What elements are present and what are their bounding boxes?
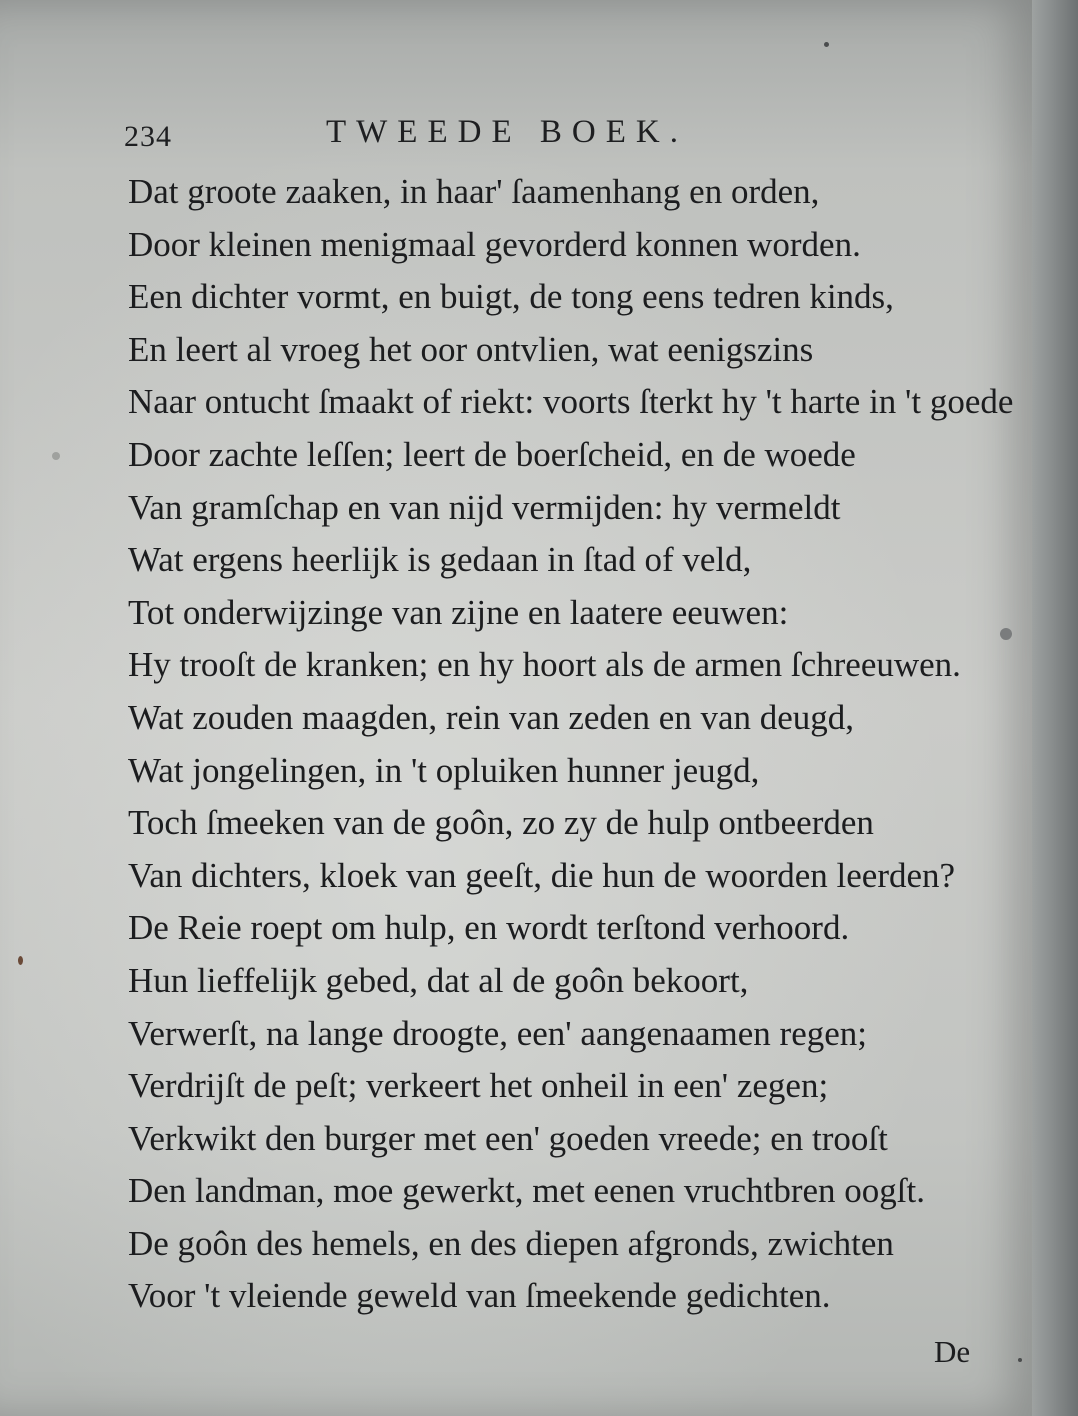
- verse-text: [128, 166, 1014, 1323]
- paper-speck: [824, 42, 829, 47]
- verse-line: Een dichter vormt, en buigt, de tong eens tedren kinds,: [128, 277, 894, 317]
- verse-line: Van dichters, kloek van geeſt, die hun de woorden leerden?: [128, 855, 956, 895]
- verse-line: Hun lieffelijk gebed, dat al de goôn bekoort,: [128, 960, 749, 1000]
- verse-line: Hy trooſt de kranken; en hy hoort als de armen ſchreeuwen.: [128, 645, 961, 685]
- verse-line: Verdrijſt de peſt; verkeert het onheil in een' zegen;: [128, 1066, 829, 1106]
- verse-line: Wat jongelingen, in 't opluiken hunner jeugd,: [128, 750, 760, 790]
- page-header: [124, 110, 784, 160]
- page-number: 234: [124, 120, 172, 153]
- page-edge-shadow: [1032, 0, 1078, 1416]
- catchword: De: [934, 1334, 971, 1369]
- verse-line: Dat groote zaaken, in haar' ſaamenhang en orden,: [128, 172, 820, 211]
- verse-line: En leert al vroeg het oor ontvlien, wat eenigszins: [128, 329, 814, 369]
- verse-line: Den landman, moe gewerkt, met eenen vruchtbren oogſt.: [128, 1171, 925, 1211]
- verse-line: Verwerſt, na lange droogte, een' aangenaamen regen;: [128, 1013, 867, 1053]
- verse-line: Verkwikt den burger met een' goeden vreede; en trooſt: [128, 1118, 888, 1158]
- verse-line: Door kleinen menigmaal gevorderd konnen worden.: [128, 224, 861, 264]
- verse-line: Wat zouden maagden, rein van zeden en van deugd,: [128, 697, 855, 737]
- verse-line: Tot onderwijzinge van zijne en laatere eeuwen:: [128, 592, 789, 632]
- verse-line: Wat ergens heerlijk is gedaan in ſtad of veld,: [128, 540, 752, 580]
- verse-line: Naar ontucht ſmaakt of riekt: voorts ſterkt hy 't harte in 't goede: [128, 382, 1014, 422]
- paper-speck: [18, 956, 23, 965]
- verse-line: Van gramſchap en van nijd vermijden: hy vermeldt: [128, 487, 841, 527]
- verse-line: De Reie roept om hulp, en wordt terſtond verhoord.: [128, 908, 850, 948]
- verse-line: Door zachte leſſen; leert de boerſcheid, en de woede: [128, 434, 856, 474]
- verse-line: Voor 't vleiende geweld van ſmeekende gedichten.: [128, 1276, 831, 1316]
- running-head: TWEEDE BOEK.: [326, 114, 688, 150]
- paper-speck: [1018, 1358, 1022, 1362]
- paper-speck: [52, 452, 60, 460]
- verse-line: De goôn des hemels, en des diepen afgronds, zwichten: [128, 1223, 894, 1263]
- verse-line: Toch ſmeeken van de goôn, zo zy de hulp ontbeerden: [128, 803, 874, 843]
- paper-speck: [1000, 628, 1012, 640]
